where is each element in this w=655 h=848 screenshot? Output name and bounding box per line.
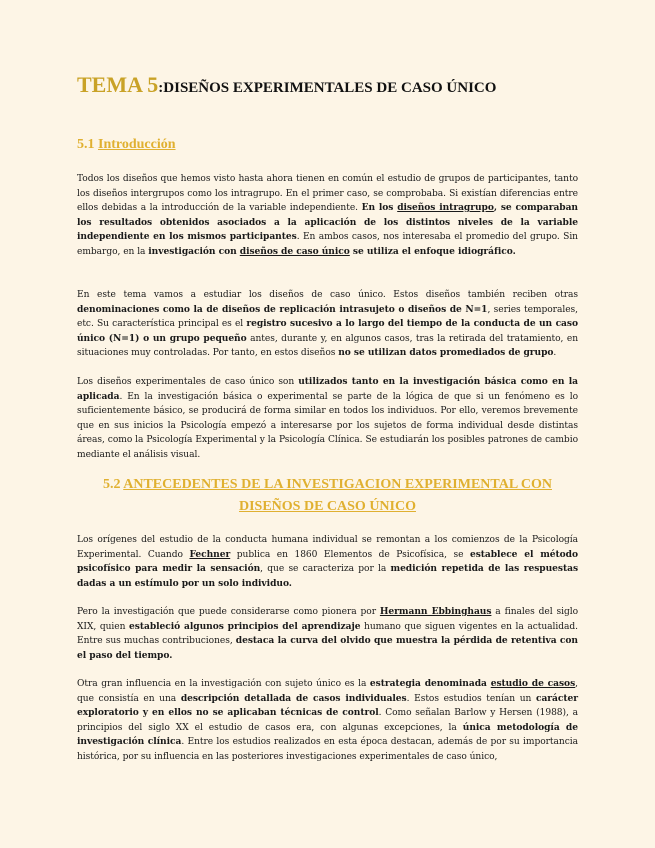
text-run: humano que siguen vigentes en la actualidad. Entre sus muchas contribuciones, (77, 621, 578, 647)
section-2-heading (77, 474, 578, 518)
text-run: registro sucesivo a lo largo del tiempo de la conducta de un caso único (N=1) o un grupo pequeño (77, 318, 578, 344)
section-2-title-line2: DISEÑOS DE CASO ÚNICO (239, 499, 416, 514)
text-run: diseños intragrupo (397, 202, 494, 214)
text-run: denominaciones como la de diseños de replicación intrasujeto o diseños de N=1 (77, 303, 488, 315)
text-run: descripción detallada de casos individuales (180, 692, 407, 704)
text-run: investigación con (148, 245, 240, 257)
text-run: se utiliza el enfoque idiográfico. (349, 245, 516, 257)
section-1-heading (77, 137, 176, 153)
text-run: estableció algunos principios del aprendizaje (129, 620, 361, 632)
text-run: . En la investigación básica o experimental se parte de la lógica de que si un fenómeno es lo suficientemente básico, se producirá de forma similar en todos los individuos. Por ello, veremos brevemente que en sus inicios la Psicología empezó a interesarse por los sujetos de forma individual desde distintas áreas, como la Psicología Experimental y la Psicología Clínica. Se estudiarán los posibles patrones de cambio mediante el análisis visual. (77, 391, 578, 460)
text-run: . Estos estudios tenían un (406, 693, 536, 704)
text-run: medición repetida de las respuestas dadas a un estímulo por un solo individuo. (77, 563, 579, 589)
section-2-number: 5.2 (102, 477, 121, 492)
text-run: En este tema vamos a estudiar los diseños de caso único. Estos diseños también reciben otras (77, 290, 578, 300)
text-run: establece el método psicofísico para medir la sensación (77, 548, 578, 575)
text-run: . Como señalan Barlow y Hersen (1988), a principios del siglo XX el estudio de casos era, con algunas excepciones, la (77, 708, 578, 733)
text-run: , que consistía en una (77, 679, 578, 704)
paragraph-4 (77, 533, 578, 591)
text-run: Hermann Ebbinghaus (379, 606, 492, 617)
text-run: Los orígenes del estudio de la conducta humana individual se remontan a los comienzos de la Psicología Experimental. Cuando (77, 535, 578, 560)
text-run: estudio de casos (490, 678, 576, 689)
text-run: destaca la curva del olvido que muestra la pérdida de retentiva con el paso del tiempo. (77, 635, 578, 661)
page-title (77, 72, 496, 98)
paragraph-3 (77, 375, 578, 463)
text-run: utilizados tanto en la investigación básica como en la aplicada (77, 376, 578, 402)
text-run: Fechner (189, 548, 231, 560)
text-run: , que se caracteriza por la (260, 564, 391, 575)
paragraph-1 (77, 172, 578, 260)
paragraph-2 (77, 288, 578, 361)
text-run: . (553, 348, 557, 359)
section-1-title: Introducción (98, 137, 176, 152)
text-run: Todos los diseños que hemos visto hasta ahora tienen en común el estudio de grupos de participantes, tanto los diseños intergrupos como los intragrupo. En el primer caso, se comprobaba. Si existían diferencias entre ellos debidas a la introducción de la variable independiente. (77, 174, 578, 214)
text-run: Otra gran influencia en la investigación con sujeto único es la (77, 679, 370, 689)
text-run: , se comparaban los resultados obtenidos asociados a la aplicación de los distintos niveles de la variable independiente en los mismos participantes (77, 202, 578, 243)
paragraph-5 (77, 605, 578, 663)
text-run: antes, durante y, en algunos casos, tras la retirada del tratamiento, en situaciones muy controladas. Por tanto, en estos diseños (77, 333, 578, 359)
section-1-number: 5.1 (77, 137, 95, 152)
text-run: Pero la investigación que puede considerarse como pionera por (77, 607, 380, 617)
title-number: TEMA 5 (77, 72, 159, 97)
text-run: única metodología de investigación clínica (77, 721, 578, 748)
text-run: diseños de caso único (239, 245, 350, 257)
text-run: publica en 1860 Elementos de Psicofísica, se (230, 549, 470, 560)
text-run: Los diseños experimentales de caso único son (77, 377, 299, 387)
text-run: , series temporales, etc. Su característica principal es el (77, 304, 578, 330)
text-run: En los (361, 202, 398, 214)
text-run: . Entre los estudios realizados en esta época destacan, además de por su importancia histórica, por su influencia en las posteriores investigaciones experimentales de caso único, (77, 737, 578, 762)
title-text: :DISEÑOS EXPERIMENTALES DE CASO ÚNICO (158, 80, 497, 96)
section-2-title-line1: ANTECEDENTES DE LA INVESTIGACION EXPERIMENTAL CON (123, 477, 552, 492)
paragraph-6 (77, 677, 578, 765)
text-run: a finales del siglo XIX, quien (77, 607, 578, 632)
text-run: no se utilizan datos promediados de grupo (338, 347, 554, 359)
text-run: estrategia denominada (369, 678, 491, 689)
text-run: . En ambos casos, nos interesaba el promedio del grupo. Sin embargo, en la (77, 232, 578, 257)
text-run: carácter exploratorio y en ellos no se aplicaban técnicas de control (77, 692, 578, 719)
